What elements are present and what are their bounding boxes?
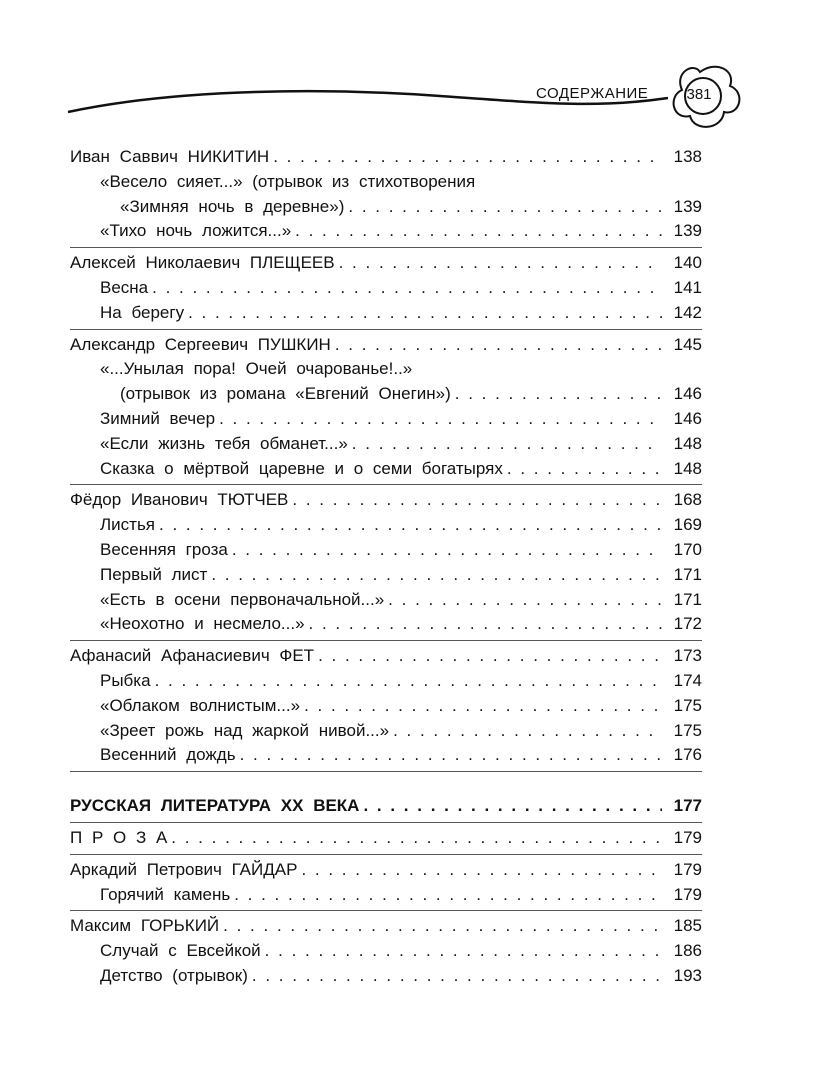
work-entry-page: 148 <box>673 458 702 478</box>
work-entry-text: Рыбка <box>100 670 151 690</box>
work-entry-page: 179 <box>673 884 702 904</box>
work-entry-text: «Зимняя ночь в деревне») <box>120 196 345 216</box>
work-entry-page: 175 <box>673 695 702 715</box>
dot-leader <box>273 145 662 170</box>
page-header <box>0 0 820 140</box>
work-entry-page: 171 <box>673 564 702 584</box>
author-group <box>70 145 702 248</box>
dot-leader <box>301 858 662 883</box>
author-group <box>70 644 702 772</box>
dot-leader <box>309 612 662 637</box>
work-entry-page: 193 <box>673 965 702 985</box>
work-entry-text: «Если жизнь тебя обманет...» <box>100 433 348 453</box>
work-entry-text: Весенний дождь <box>100 745 236 765</box>
work-entry-text: Горячий камень <box>100 884 231 904</box>
work-entry <box>70 195 702 220</box>
work-entry-page: 186 <box>673 941 702 961</box>
author-entry <box>70 333 702 358</box>
work-entry-page: 176 <box>673 745 702 765</box>
work-entry-page: 146 <box>673 384 702 404</box>
work-entry-text: Первый лист <box>100 564 208 584</box>
dot-leader <box>363 794 662 819</box>
work-entry <box>70 301 702 326</box>
table-of-contents <box>70 145 702 995</box>
work-entry <box>70 612 702 637</box>
author-entry-text: Александр Сергеевич ПУШКИН <box>70 334 331 354</box>
author-entry-page: 145 <box>673 334 702 354</box>
work-entry-text: «Зреет рожь над жаркой нивой...» <box>100 720 390 740</box>
work-entry-page: 141 <box>673 277 702 297</box>
dot-leader <box>265 939 662 964</box>
work-entry-page: 171 <box>673 589 702 609</box>
dot-leader <box>507 457 662 482</box>
work-entry-page: 175 <box>673 720 702 740</box>
author-group <box>70 333 702 486</box>
author-entry-text: Алексей Николаевич ПЛЕЩЕЕВ <box>70 253 335 273</box>
author-entry-text: Иван Саввич НИКИТИН <box>70 147 270 166</box>
dot-leader <box>335 333 662 358</box>
author-entry-page: 168 <box>673 490 702 510</box>
dot-leader <box>304 694 662 719</box>
work-entry-page: 146 <box>673 408 702 428</box>
author-entry <box>70 914 702 939</box>
part-heading <box>70 794 702 819</box>
dot-leader <box>339 251 662 276</box>
work-entry <box>70 538 702 563</box>
work-entry <box>70 588 702 613</box>
page-number: 381 <box>686 86 712 103</box>
author-group <box>70 251 702 329</box>
dot-leader <box>292 488 662 513</box>
dot-leader <box>152 276 662 301</box>
dot-leader <box>234 883 662 908</box>
work-entry <box>70 694 702 719</box>
author-entry-page: 138 <box>673 147 702 166</box>
work-entry-page: 142 <box>673 302 702 322</box>
author-entry-text: Аркадий Петрович ГАЙДАР <box>70 859 298 879</box>
work-entry-text: «Весело сияет...» (отрывок из стихотворения <box>100 171 476 191</box>
work-entry <box>70 883 702 908</box>
work-entry <box>70 563 702 588</box>
work-entry <box>70 382 702 407</box>
author-entry-text: Фёдор Иванович ТЮТЧЕВ <box>70 490 289 510</box>
dot-leader <box>171 826 662 851</box>
work-entry-text: Листья <box>100 515 156 535</box>
work-entry <box>70 219 702 244</box>
author-entry-text: Максим ГОРЬКИЙ <box>70 916 220 936</box>
work-entry <box>70 939 702 964</box>
work-entry-text: «...Унылая пора! Очей очарованье!..» <box>100 359 413 379</box>
work-entry-text: На берегу <box>100 302 185 322</box>
work-entry-page: 172 <box>673 614 702 634</box>
dot-leader <box>455 382 662 407</box>
work-entry <box>70 170 702 195</box>
part-page: 177 <box>673 796 702 816</box>
work-entry-text: (отрывок из романа «Евгений Онегин») <box>120 384 451 404</box>
work-entry-text: Сказка о мёртвой царевне и о семи богатырях <box>100 458 503 478</box>
work-entry <box>70 513 702 538</box>
author-group <box>70 858 702 912</box>
work-entry-text: «Есть в осени первоначальной...» <box>100 589 385 609</box>
header-decoration <box>0 0 820 140</box>
author-entry <box>70 145 702 170</box>
dot-leader <box>295 219 662 244</box>
part-title: РУССКАЯ ЛИТЕРАТУРА XX ВЕКА <box>70 796 360 816</box>
dot-leader <box>155 669 662 694</box>
work-entry <box>70 964 702 989</box>
work-entry-page: 169 <box>673 515 702 535</box>
author-group <box>70 488 702 641</box>
dot-leader <box>219 407 662 432</box>
dot-leader <box>393 719 662 744</box>
work-entry-page: 170 <box>673 539 702 559</box>
work-entry-page: 139 <box>673 221 702 241</box>
work-entry <box>70 719 702 744</box>
work-entry-text: «Тихо ночь ложится...» <box>100 221 292 241</box>
author-entry-page: 179 <box>673 827 702 847</box>
author-entry <box>70 251 702 276</box>
author-entry <box>70 858 702 883</box>
author-group <box>70 914 702 991</box>
dot-leader <box>188 301 662 326</box>
dot-leader <box>159 513 662 538</box>
dot-leader <box>352 432 662 457</box>
work-entry-page: 139 <box>673 196 702 216</box>
dot-leader <box>252 964 662 989</box>
work-entry-text: Детство (отрывок) <box>100 965 248 985</box>
work-entry-page: 148 <box>673 433 702 453</box>
author-entry-page: 185 <box>673 916 702 936</box>
dot-leader <box>211 563 662 588</box>
work-entry-text: «Облаком волнистым...» <box>100 695 301 715</box>
author-entry <box>70 644 702 669</box>
dot-leader <box>318 644 662 669</box>
author-entry-text: П Р О З А <box>70 827 168 847</box>
header-title: СОДЕРЖАНИЕ <box>536 85 649 102</box>
work-entry <box>70 669 702 694</box>
work-entry-text: Весна <box>100 277 149 297</box>
author-entry-page: 173 <box>673 646 702 666</box>
work-entry <box>70 432 702 457</box>
dot-leader <box>348 195 662 220</box>
work-entry-text: Случай с Евсейкой <box>100 941 261 961</box>
author-group <box>70 826 702 855</box>
work-entry <box>70 357 702 382</box>
work-entry-text: Весенняя гроза <box>100 539 228 559</box>
author-entry <box>70 826 702 851</box>
author-entry-text: Афанасий Афанасиевич ФЕТ <box>70 646 315 666</box>
dot-leader <box>388 588 662 613</box>
author-entry-page: 140 <box>673 253 702 273</box>
dot-leader <box>223 914 662 939</box>
author-entry-page: 179 <box>673 859 702 879</box>
work-entry-text: «Неохотно и несмело...» <box>100 614 305 634</box>
dot-leader <box>240 743 662 768</box>
work-entry <box>70 457 702 482</box>
work-entry-page: 174 <box>673 670 702 690</box>
work-entry <box>70 743 702 768</box>
work-entry-text: Зимний вечер <box>100 408 216 428</box>
dot-leader <box>232 538 662 563</box>
author-entry <box>70 488 702 513</box>
work-entry <box>70 276 702 301</box>
work-entry <box>70 407 702 432</box>
